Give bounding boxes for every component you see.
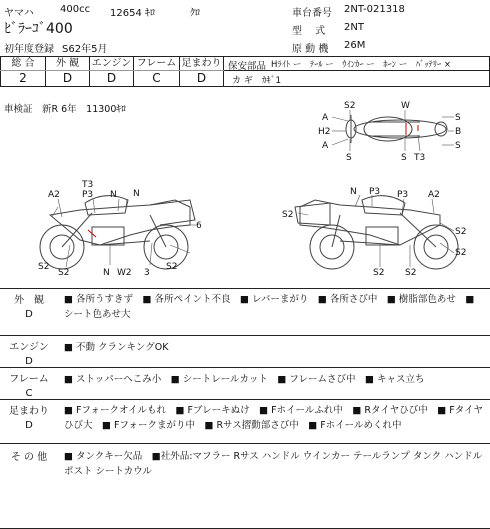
label-top-s3: S: [401, 153, 407, 163]
first-reg-label: 初年度登録: [4, 44, 54, 55]
maker: ヤマハ: [4, 8, 34, 19]
parts-row-1: Hﾗｲﾄ ー ﾃｰﾙ ー ｳｲﾝｶｰ ー ﾎｰﾝ ー ﾊﾞｯﾃﾘｰ ×: [271, 60, 452, 70]
grade-value-suspension: D: [196, 71, 207, 85]
label-top-b: B: [455, 127, 462, 137]
label-right-n: N: [350, 187, 357, 197]
label-right-s2b: S2: [455, 227, 467, 237]
label-right-s2a: S2: [282, 210, 294, 220]
section-engine-title: エンジン: [9, 342, 49, 353]
label-left-a2: A2: [48, 190, 60, 200]
section-other-text: ■ タンクキー欠品 ■社外品:マフラー Rサス ハンドル ウインカー テールランプ タンク ハンドルポスト シートカウル: [64, 451, 483, 477]
grade-label-total: 総 合: [11, 58, 35, 69]
label-left-n1: N: [133, 189, 140, 199]
grade-label-engine: エンジン: [91, 58, 132, 69]
first-reg-date: S62年5月: [62, 44, 108, 55]
section-suspension-text: ■ Fフォークオイルもれ ■ Fブレーキぬけ ■ Fホイールふれ中 ■ Rタイヤひび中 ■ Fタイヤひび大 ■ Fフォークまがり中 ■ Rサス摺動部さび中 ■ Fホイールめくれ中: [64, 405, 484, 431]
section-other-title: そ の 他: [10, 452, 48, 463]
label-left-n2: 6: [196, 221, 202, 231]
grade-value-exterior: D: [62, 71, 73, 85]
label-right-s2d: S2: [373, 268, 385, 278]
label-right-a2: A2: [428, 190, 440, 200]
frame-no: 2NT-021318: [344, 4, 405, 15]
label-left-w2: 3: [144, 268, 150, 278]
label-left-t3: T3: [82, 180, 94, 190]
color: ｸﾛ: [190, 8, 200, 19]
engine-label: 原 動 機: [292, 44, 329, 55]
label-left-p3a: P3: [82, 190, 94, 200]
left-side-bike: [40, 196, 195, 269]
section-engine-grade: D: [25, 356, 33, 367]
label-left-n3: W2: [117, 268, 132, 278]
label-top-w: W: [401, 101, 410, 111]
label-top-a2: A: [322, 141, 329, 151]
label-top-s1: S: [346, 153, 352, 163]
label-right-s2c: S2: [455, 248, 467, 258]
label-left-6: S2: [38, 262, 50, 272]
displacement: 400cc: [60, 4, 91, 15]
engine-value: 26M: [344, 40, 366, 51]
inspection-info: 車検証 新R 6年 11300ｷﾛ: [4, 104, 126, 115]
model-name: ﾋﾞﾗｰｺﾞ400: [4, 21, 73, 37]
grade-value-total: 2: [19, 71, 27, 85]
label-top-s-r1: S: [455, 113, 461, 123]
parts-label: 保安部品: [228, 61, 267, 72]
label-top-s2: S2: [344, 101, 356, 111]
section-exterior-grade: D: [25, 309, 33, 320]
grade-label-suspension: 足まわり: [181, 58, 222, 69]
mileage: 12654 ｷﾛ: [110, 8, 155, 19]
section-exterior-title: 外 観: [14, 295, 44, 306]
label-left-p3b: N: [110, 190, 117, 200]
section-suspension-grade: D: [25, 420, 33, 431]
section-frame-grade: C: [25, 388, 33, 399]
grade-value-frame: C: [152, 71, 161, 85]
frame-no-label: 車台番号: [292, 8, 332, 19]
label-right-p3a: P3: [369, 187, 381, 197]
grade-label-exterior: 外 観: [55, 58, 80, 69]
label-right-p3b: P3: [397, 190, 409, 200]
grade-label-frame: フレーム: [136, 58, 177, 69]
label-left-s2b: N: [103, 268, 110, 278]
section-engine-text: ■ 不動 クランキングOK: [64, 342, 169, 353]
label-left-s2a: S2: [58, 268, 70, 278]
label-left-3: S2: [166, 262, 178, 272]
right-side-bike: [295, 196, 458, 269]
label-top-a1: A: [322, 113, 329, 123]
type-value: 2NT: [344, 22, 364, 33]
section-exterior-text: ■ 各所うすきず ■ 各所ペイント不良 ■ レバーまがり ■ 各所さび中 ■ 樹脂部色あせ ■ シート色あせ大: [64, 294, 475, 320]
label-top-t3: T3: [414, 153, 426, 163]
label-top-h2: H2: [318, 127, 331, 137]
section-suspension-title: 足まわり: [9, 406, 49, 417]
bike-diagrams: [0, 95, 490, 295]
type-label: 型 式: [292, 26, 326, 37]
section-frame-title: フレーム: [9, 374, 49, 385]
parts-row-2: カ ギ ｶｷﾞ1: [232, 76, 282, 86]
label-right-s2e: S2: [405, 268, 417, 278]
top-view-bike: [346, 115, 447, 143]
label-top-s-r2: S: [455, 141, 461, 151]
grade-value-engine: D: [106, 71, 117, 85]
section-frame-text: ■ ストッパーへこみ小 ■ シートレールカット ■ フレームさび中 ■ キャス立ち: [64, 374, 425, 385]
